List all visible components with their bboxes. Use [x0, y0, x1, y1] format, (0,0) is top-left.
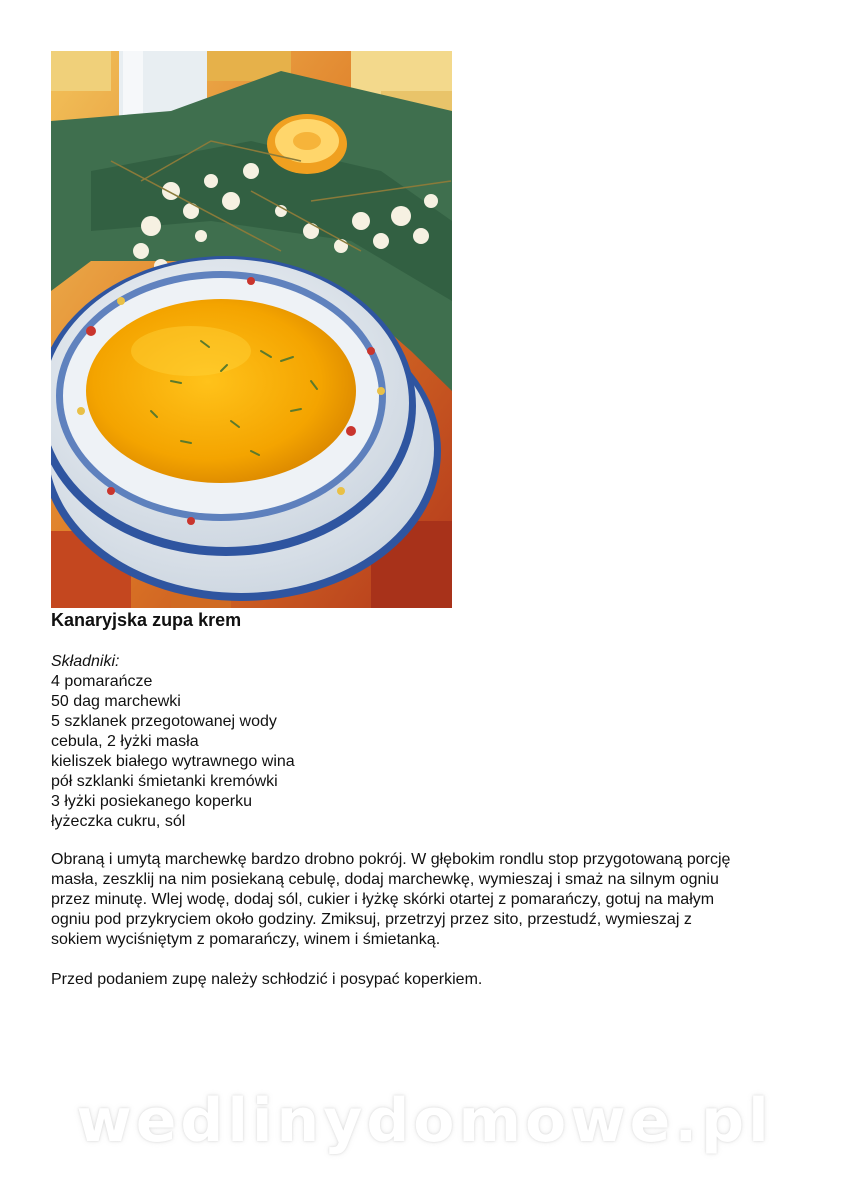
- ingredient-item: 4 pomarańcze: [51, 673, 153, 690]
- instructions-section: [51, 850, 811, 990]
- instructions-paragraph: [51, 850, 811, 950]
- soup-photo: [51, 51, 452, 608]
- ingredient-item: 50 dag marchewki: [51, 693, 181, 710]
- ingredient-item: 5 szklanek przegotowanej wody: [51, 713, 277, 730]
- recipe-title: Kanaryjska zupa krem: [51, 610, 242, 630]
- instructions-line: przez minutę. Wlej wodę, dodaj sól, cukier i łyżkę skórki otartej z pomarańczy, gotuj na małym: [51, 891, 715, 908]
- ingredient-item: kieliszek białego wytrawnego wina: [51, 753, 295, 770]
- ingredient-item: pół szklanki śmietanki kremówki: [51, 773, 278, 790]
- serving-note: Przed podaniem zupę należy schłodzić i posypać koperkiem.: [51, 971, 483, 988]
- site-watermark: wedlinydomowe.pl: [76, 1086, 773, 1156]
- instructions-line: Obraną i umytą marchewkę bardzo drobno pokrój. W głębokim rondlu stop przygotowaną porcję: [51, 851, 731, 868]
- ingredients-label: Składniki:: [51, 653, 120, 670]
- ingredient-item: 3 łyżki posiekanego koperku: [51, 793, 253, 810]
- instructions-line: masła, zeszklij na nim posiekaną cebulę, dodaj marchewkę, wymieszaj i smaż na silnym ogniu: [51, 871, 719, 888]
- ingredient-item: cebula, 2 łyżki masła: [51, 733, 199, 750]
- instructions-line: ogniu pod przykryciem około godziny. Zmiksuj, przetrzyj przez sito, przestudź, wymieszaj z: [51, 911, 692, 928]
- ingredient-item: łyżeczka cukru, sól: [51, 813, 186, 830]
- soup-photo-illustration: [51, 51, 452, 608]
- ingredients-section: [51, 652, 295, 832]
- ingredients-list: [51, 672, 295, 832]
- instructions-line: sokiem wyciśniętym z pomarańczy, winem i śmietanką.: [51, 931, 441, 948]
